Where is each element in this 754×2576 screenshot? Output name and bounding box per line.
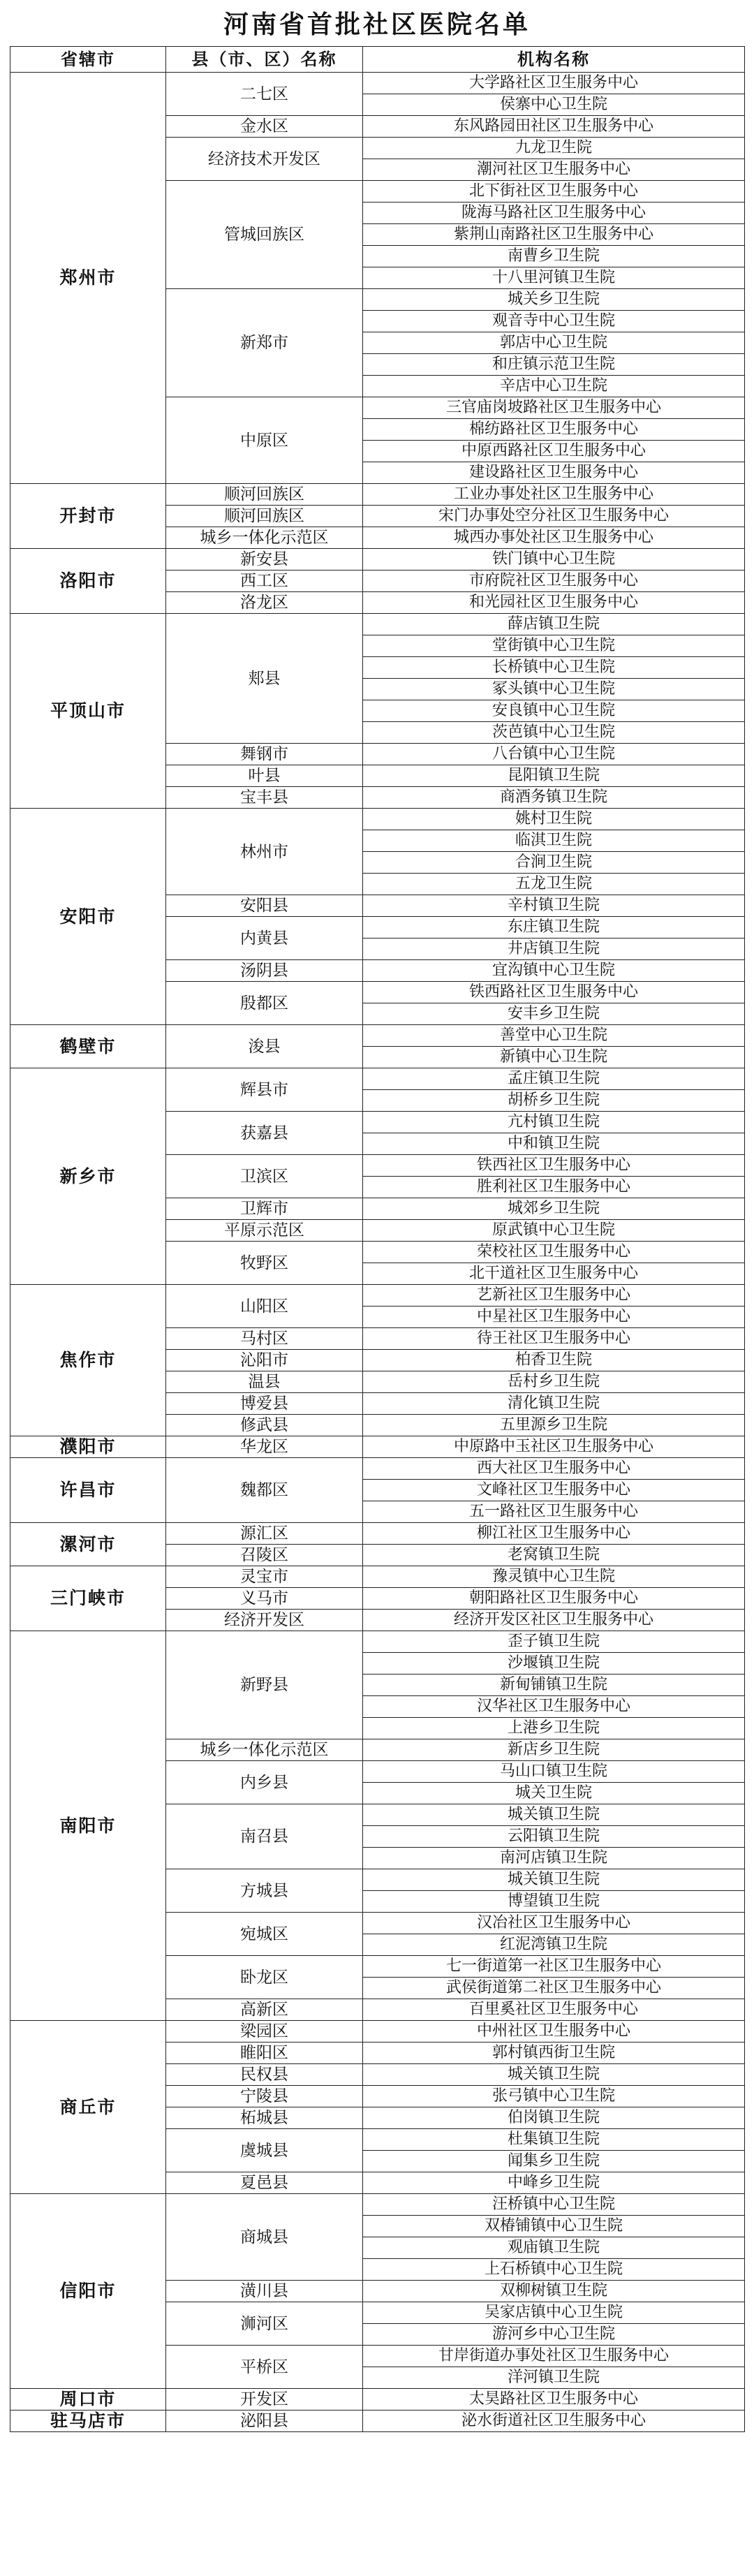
district-cell: 辉县市 — [166, 1068, 363, 1112]
district-cell: 林州市 — [166, 809, 363, 895]
table-row — [10, 484, 745, 506]
institution-cell: 安丰乡卫生院 — [363, 1003, 745, 1025]
institution-cell: 百里奚社区卫生服务中心 — [363, 1999, 745, 2021]
district-cell: 虞城县 — [166, 2129, 363, 2172]
table-row — [10, 1436, 745, 1458]
institution-cell: 杜集镇卫生院 — [363, 2129, 745, 2151]
institution-cell: 辛店中心卫生院 — [363, 376, 745, 397]
institution-cell: 太昊路社区卫生服务中心 — [363, 2389, 745, 2411]
institution-cell: 九龙卫生院 — [363, 138, 745, 159]
institution-cell: 中星社区卫生服务中心 — [363, 1307, 745, 1328]
city-cell: 商丘市 — [10, 2021, 166, 2194]
district-cell: 沁阳市 — [166, 1350, 363, 1371]
institution-cell: 武侯街道第二社区卫生服务中心 — [363, 1978, 745, 1999]
institution-cell: 豫灵镇中心卫生院 — [363, 1566, 745, 1588]
institution-cell: 城关镇卫生院 — [363, 1804, 745, 1826]
institution-cell: 三官庙岗坡路社区卫生服务中心 — [363, 397, 745, 419]
city-cell: 濮阳市 — [10, 1436, 166, 1458]
city-cell: 许昌市 — [10, 1458, 166, 1523]
table-row — [10, 2389, 745, 2411]
institution-cell: 中州社区卫生服务中心 — [363, 2021, 745, 2043]
city-cell: 郑州市 — [10, 73, 166, 484]
institution-cell: 双柳树镇卫生院 — [363, 2281, 745, 2302]
institution-cell: 和庄镇示范卫生院 — [363, 354, 745, 376]
district-cell: 卫滨区 — [166, 1155, 363, 1198]
institution-cell: 清化镇卫生院 — [363, 1393, 745, 1415]
district-cell: 城乡一体化示范区 — [166, 527, 363, 549]
institution-cell: 云阳镇卫生院 — [363, 1826, 745, 1848]
district-cell: 顺河回族区 — [166, 484, 363, 506]
institution-cell: 新甸铺镇卫生院 — [363, 1675, 745, 1696]
institution-cell: 汉华社区卫生服务中心 — [363, 1696, 745, 1718]
institution-cell: 铁西路社区卫生服务中心 — [363, 982, 745, 1003]
institution-cell: 五龙卫生院 — [363, 874, 745, 895]
district-cell: 灵宝市 — [166, 1566, 363, 1588]
institution-cell: 红泥湾镇卫生院 — [363, 1934, 745, 1956]
institution-cell: 游河乡中心卫生院 — [363, 2324, 745, 2346]
institution-cell: 宜沟镇中心卫生院 — [363, 960, 745, 982]
city-cell: 洛阳市 — [10, 549, 166, 614]
district-cell: 顺河回族区 — [166, 506, 363, 527]
district-cell: 汤阴县 — [166, 960, 363, 982]
table-body — [10, 73, 745, 2432]
city-cell: 三门峡市 — [10, 1566, 166, 1631]
institution-cell: 汉冶社区卫生服务中心 — [363, 1913, 745, 1934]
institution-cell: 市府院社区卫生服务中心 — [363, 571, 745, 592]
district-cell: 华龙区 — [166, 1436, 363, 1458]
institution-cell: 潮河社区卫生服务中心 — [363, 159, 745, 181]
column-header-district: 县（市、区）名称 — [166, 47, 363, 73]
district-cell: 经济开发区 — [166, 1610, 363, 1631]
institution-cell: 中峰乡卫生院 — [363, 2172, 745, 2194]
table-row — [10, 1458, 745, 1480]
column-header-city: 省辖市 — [10, 47, 166, 73]
institution-cell: 南河店镇卫生院 — [363, 1848, 745, 1869]
column-header-institution: 机构名称 — [363, 47, 745, 73]
district-cell: 温县 — [166, 1371, 363, 1393]
table-row — [10, 2411, 745, 2432]
institution-cell: 冢头镇中心卫生院 — [363, 679, 745, 700]
institution-cell: 张弓镇中心卫生院 — [363, 2086, 745, 2107]
district-cell: 南召县 — [166, 1804, 363, 1869]
institution-cell: 城关卫生院 — [363, 1783, 745, 1804]
institution-cell: 沙堰镇卫生院 — [363, 1653, 745, 1675]
institution-cell: 马山口镇卫生院 — [363, 1761, 745, 1783]
institution-cell: 善堂中心卫生院 — [363, 1025, 745, 1047]
institution-cell: 中和镇卫生院 — [363, 1133, 745, 1155]
district-cell: 卫辉市 — [166, 1198, 363, 1220]
district-cell: 夏邑县 — [166, 2172, 363, 2194]
district-cell: 新安县 — [166, 549, 363, 571]
institution-cell: 东风路园田社区卫生服务中心 — [363, 116, 745, 138]
institution-cell: 博望镇卫生院 — [363, 1891, 745, 1913]
page-title: 河南省首批社区医院名单 — [223, 9, 531, 39]
district-cell: 经济技术开发区 — [166, 138, 363, 181]
hospital-list-table — [10, 46, 745, 2432]
institution-cell: 十八里河镇卫生院 — [363, 267, 745, 289]
institution-cell: 侯寨中心卫生院 — [363, 94, 745, 116]
institution-cell: 工业办事处社区卫生服务中心 — [363, 484, 745, 506]
district-cell: 宝丰县 — [166, 787, 363, 809]
institution-cell: 郭店中心卫生院 — [363, 332, 745, 354]
institution-cell: 城关镇卫生院 — [363, 1869, 745, 1891]
district-cell: 城乡一体化示范区 — [166, 1739, 363, 1761]
institution-cell: 陇海马路社区卫生服务中心 — [363, 203, 745, 224]
institution-cell: 泌水街道社区卫生服务中心 — [363, 2411, 745, 2432]
district-cell: 高新区 — [166, 1999, 363, 2021]
institution-cell: 闻集乡卫生院 — [363, 2151, 745, 2172]
institution-cell: 岳村乡卫生院 — [363, 1371, 745, 1393]
district-cell: 修武县 — [166, 1415, 363, 1436]
city-cell: 安阳市 — [10, 809, 166, 1025]
district-cell: 洛龙区 — [166, 592, 363, 614]
district-cell: 睢阳区 — [166, 2043, 363, 2064]
institution-cell: 八台镇中心卫生院 — [363, 744, 745, 765]
institution-cell: 宋门办事处空分社区卫生服务中心 — [363, 506, 745, 527]
institution-cell: 新镇中心卫生院 — [363, 1047, 745, 1068]
table-row — [10, 1068, 745, 1090]
institution-cell: 铁门镇中心卫生院 — [363, 549, 745, 571]
institution-cell: 昆阳镇卫生院 — [363, 765, 745, 787]
institution-cell: 吴家店镇中心卫生院 — [363, 2302, 745, 2324]
table-row — [10, 1566, 745, 1588]
institution-cell: 薛店镇卫生院 — [363, 614, 745, 635]
institution-cell: 紫荆山南路社区卫生服务中心 — [363, 224, 745, 246]
table-row — [10, 1285, 745, 1307]
institution-cell: 胡桥乡卫生院 — [363, 1090, 745, 1112]
institution-cell: 七一街道第一社区卫生服务中心 — [363, 1956, 745, 1978]
district-cell: 舞钢市 — [166, 744, 363, 765]
institution-cell: 合涧卫生院 — [363, 852, 745, 874]
district-cell: 安阳县 — [166, 895, 363, 917]
institution-cell: 城郊乡卫生院 — [363, 1198, 745, 1220]
institution-cell: 五一路社区卫生服务中心 — [363, 1501, 745, 1523]
district-cell: 召陵区 — [166, 1545, 363, 1566]
district-cell: 方城县 — [166, 1869, 363, 1913]
institution-cell: 井店镇卫生院 — [363, 939, 745, 960]
district-cell: 中原区 — [166, 397, 363, 484]
district-cell: 新野县 — [166, 1631, 363, 1739]
institution-cell: 文峰社区卫生服务中心 — [363, 1480, 745, 1501]
institution-cell: 北干道社区卫生服务中心 — [363, 1263, 745, 1285]
institution-cell: 汪桥镇中心卫生院 — [363, 2194, 745, 2216]
institution-cell: 铁西社区卫生服务中心 — [363, 1155, 745, 1177]
table-row — [10, 1523, 745, 1545]
institution-cell: 商酒务镇卫生院 — [363, 787, 745, 809]
district-cell: 马村区 — [166, 1328, 363, 1350]
institution-cell: 歪子镇卫生院 — [363, 1631, 745, 1653]
institution-cell: 原武镇中心卫生院 — [363, 1220, 745, 1242]
district-cell: 浉河区 — [166, 2302, 363, 2346]
table-row — [10, 73, 745, 94]
institution-cell: 姚村卫生院 — [363, 809, 745, 830]
institution-cell: 五里源乡卫生院 — [363, 1415, 745, 1436]
institution-cell: 南曹乡卫生院 — [363, 246, 745, 267]
table-row — [10, 614, 745, 635]
district-cell: 柘城县 — [166, 2107, 363, 2129]
table-row — [10, 1631, 745, 1653]
institution-cell: 艺新社区卫生服务中心 — [363, 1285, 745, 1307]
institution-cell: 建设路社区卫生服务中心 — [363, 462, 745, 484]
institution-cell: 老窝镇卫生院 — [363, 1545, 745, 1566]
institution-cell: 新店乡卫生院 — [363, 1739, 745, 1761]
institution-cell: 待王社区卫生服务中心 — [363, 1328, 745, 1350]
district-cell: 平原示范区 — [166, 1220, 363, 1242]
district-cell: 魏都区 — [166, 1458, 363, 1523]
institution-cell: 临淇卫生院 — [363, 830, 745, 852]
city-cell: 鹤壁市 — [10, 1025, 166, 1068]
institution-cell: 孟庄镇卫生院 — [363, 1068, 745, 1090]
district-cell: 潢川县 — [166, 2281, 363, 2302]
institution-cell: 郭村镇西街卫生院 — [363, 2043, 745, 2064]
institution-cell: 棉纺路社区卫生服务中心 — [363, 419, 745, 441]
institution-cell: 堂街镇中心卫生院 — [363, 635, 745, 657]
district-cell: 开发区 — [166, 2389, 363, 2411]
institution-cell: 城西办事处社区卫生服务中心 — [363, 527, 745, 549]
institution-cell: 城关镇卫生院 — [363, 2064, 745, 2086]
city-cell: 信阳市 — [10, 2194, 166, 2389]
institution-cell: 西大社区卫生服务中心 — [363, 1458, 745, 1480]
table-row — [10, 1025, 745, 1047]
city-cell: 新乡市 — [10, 1068, 166, 1285]
table-row — [10, 809, 745, 830]
institution-cell: 双椿铺镇中心卫生院 — [363, 2216, 745, 2237]
district-cell: 博爱县 — [166, 1393, 363, 1415]
district-cell: 卧龙区 — [166, 1956, 363, 1999]
institution-cell: 柳江社区卫生服务中心 — [363, 1523, 745, 1545]
district-cell: 内乡县 — [166, 1761, 363, 1804]
institution-cell: 上港乡卫生院 — [363, 1718, 745, 1739]
district-cell: 内黄县 — [166, 917, 363, 960]
institution-cell: 甘岸街道办事处社区卫生服务中心 — [363, 2346, 745, 2367]
institution-cell: 荣校社区卫生服务中心 — [363, 1242, 745, 1263]
institution-cell: 观音寺中心卫生院 — [363, 311, 745, 332]
institution-cell: 洋河镇卫生院 — [363, 2367, 745, 2389]
district-cell: 金水区 — [166, 116, 363, 138]
district-cell: 郏县 — [166, 614, 363, 744]
institution-cell: 辛村镇卫生院 — [363, 895, 745, 917]
district-cell: 平桥区 — [166, 2346, 363, 2389]
institution-cell: 大学路社区卫生服务中心 — [363, 73, 745, 94]
institution-cell: 上石桥镇中心卫生院 — [363, 2259, 745, 2281]
district-cell: 源汇区 — [166, 1523, 363, 1545]
district-cell: 二七区 — [166, 73, 363, 116]
city-cell: 漯河市 — [10, 1523, 166, 1566]
district-cell: 宁陵县 — [166, 2086, 363, 2107]
district-cell: 梁园区 — [166, 2021, 363, 2043]
district-cell: 山阳区 — [166, 1285, 363, 1328]
institution-cell: 城关乡卫生院 — [363, 289, 745, 311]
district-cell: 民权县 — [166, 2064, 363, 2086]
institution-cell: 伯岗镇卫生院 — [363, 2107, 745, 2129]
city-cell: 焦作市 — [10, 1285, 166, 1436]
institution-cell: 安良镇中心卫生院 — [363, 700, 745, 722]
district-cell: 商城县 — [166, 2194, 363, 2281]
institution-cell: 中原路中玉社区卫生服务中心 — [363, 1436, 745, 1458]
city-cell: 南阳市 — [10, 1631, 166, 2021]
institution-cell: 经济开发区社区卫生服务中心 — [363, 1610, 745, 1631]
institution-cell: 朝阳路社区卫生服务中心 — [363, 1588, 745, 1610]
district-cell: 管城回族区 — [166, 181, 363, 289]
institution-cell: 亢村镇卫生院 — [363, 1112, 745, 1133]
district-cell: 浚县 — [166, 1025, 363, 1068]
city-cell: 开封市 — [10, 484, 166, 549]
table-row — [10, 2194, 745, 2216]
district-cell: 西工区 — [166, 571, 363, 592]
district-cell: 殷都区 — [166, 982, 363, 1025]
institution-cell: 东庄镇卫生院 — [363, 917, 745, 939]
district-cell: 叶县 — [166, 765, 363, 787]
institution-cell: 和光园社区卫生服务中心 — [363, 592, 745, 614]
city-cell: 周口市 — [10, 2389, 166, 2411]
table-header-row — [10, 47, 745, 73]
district-cell: 义马市 — [166, 1588, 363, 1610]
institution-cell: 胜利社区卫生服务中心 — [363, 1177, 745, 1198]
institution-cell: 中原西路社区卫生服务中心 — [363, 441, 745, 462]
district-cell: 牧野区 — [166, 1242, 363, 1285]
institution-cell: 柏香卫生院 — [363, 1350, 745, 1371]
table-row — [10, 549, 745, 571]
institution-cell: 茨芭镇中心卫生院 — [363, 722, 745, 744]
city-cell: 平顶山市 — [10, 614, 166, 809]
district-cell: 新郑市 — [166, 289, 363, 397]
institution-cell: 观庙镇卫生院 — [363, 2237, 745, 2259]
institution-cell: 长桥镇中心卫生院 — [363, 657, 745, 679]
table-row — [10, 2021, 745, 2043]
district-cell: 宛城区 — [166, 1913, 363, 1956]
city-cell: 驻马店市 — [10, 2411, 166, 2432]
district-cell: 泌阳县 — [166, 2411, 363, 2432]
district-cell: 获嘉县 — [166, 1112, 363, 1155]
institution-cell: 北下街社区卫生服务中心 — [363, 181, 745, 203]
